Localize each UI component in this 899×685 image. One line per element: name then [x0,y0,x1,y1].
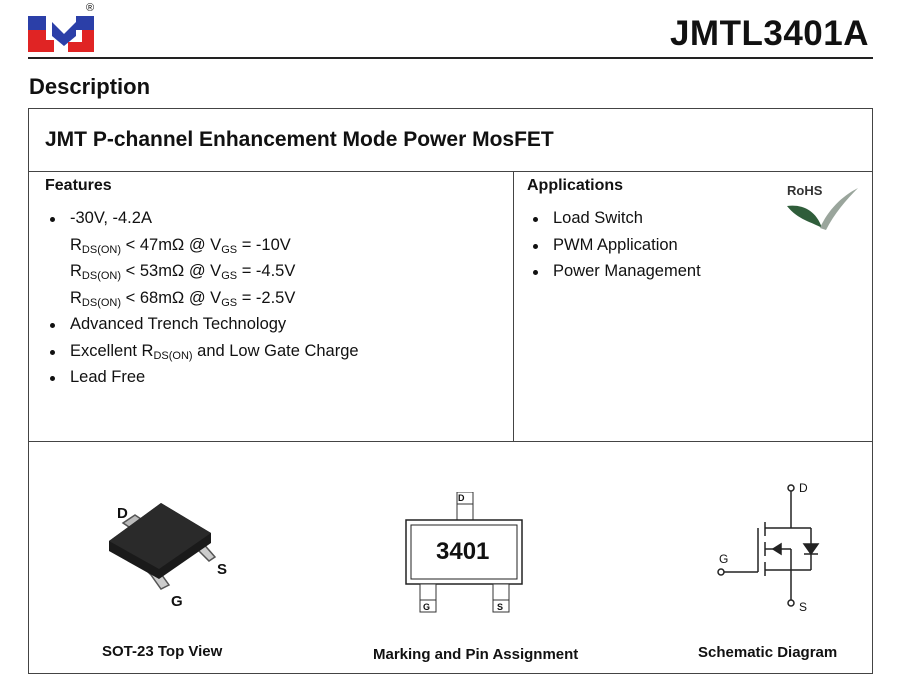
feature-rating: -30V, -4.2A [70,205,359,232]
product-title: JMT P-channel Enhancement Mode Power MosFET [45,128,554,151]
part-number: JMTL3401A [669,14,869,53]
schematic-pin-s: S [799,600,808,614]
schematic-caption: Schematic Diagram [698,644,838,661]
applications-heading: Applications [527,177,624,194]
feature-rds-3: $R_{DS(ON)} < 68m\Omega$ @ $V_{GS} = -2.5V$ [70,288,296,309]
divider-title [28,171,873,172]
divider-bottom [28,441,873,442]
sot23-package-icon [95,495,228,595]
feature-excellent: Excellent $R_{DS(ON)}$ and Low Gate Charge [70,338,359,365]
schematic-pin-g: G [719,552,729,566]
marking-caption: Marking and Pin Assignment [373,646,579,663]
feature-rds-2: $R_{DS(ON)} < 53m\Omega$ @ $V_{GS} = -4.5V$ [70,262,296,282]
package-pin-g: G [171,593,183,610]
marking-pin-s: S [497,602,504,612]
features-list [70,205,359,391]
marking-pin-g: G [423,602,431,612]
schematic-pin-d: D [799,481,808,495]
package-pin-d: D [117,505,128,522]
application-item: Load Switch [553,205,701,232]
application-item: PWM Application [553,232,701,259]
rohs-label: RoHS [787,183,823,198]
feature-trench: Advanced Trench Technology [70,311,359,338]
section-title: Description [29,74,151,99]
applications-list [553,205,701,285]
marking-code: 3401 [436,538,490,565]
feature-lead-free: Lead Free [70,364,359,391]
marking-pin-d: D [458,493,465,503]
jmt-logo [26,8,100,58]
package-pin-s: S [217,561,228,578]
features-heading: Features [45,177,112,194]
feature-rds-1: $R_{DS(ON)} < 47m\Omega$ @ $V_{GS} = -10V$ [70,235,291,256]
package-caption: SOT-23 Top View [102,643,223,660]
mosfet-schematic [715,480,825,610]
application-item: Power Management [553,258,701,285]
header-rule [28,57,873,59]
divider-columns [513,171,514,441]
rohs-leaf-icon [784,186,860,232]
registered-mark: ® [86,2,95,14]
